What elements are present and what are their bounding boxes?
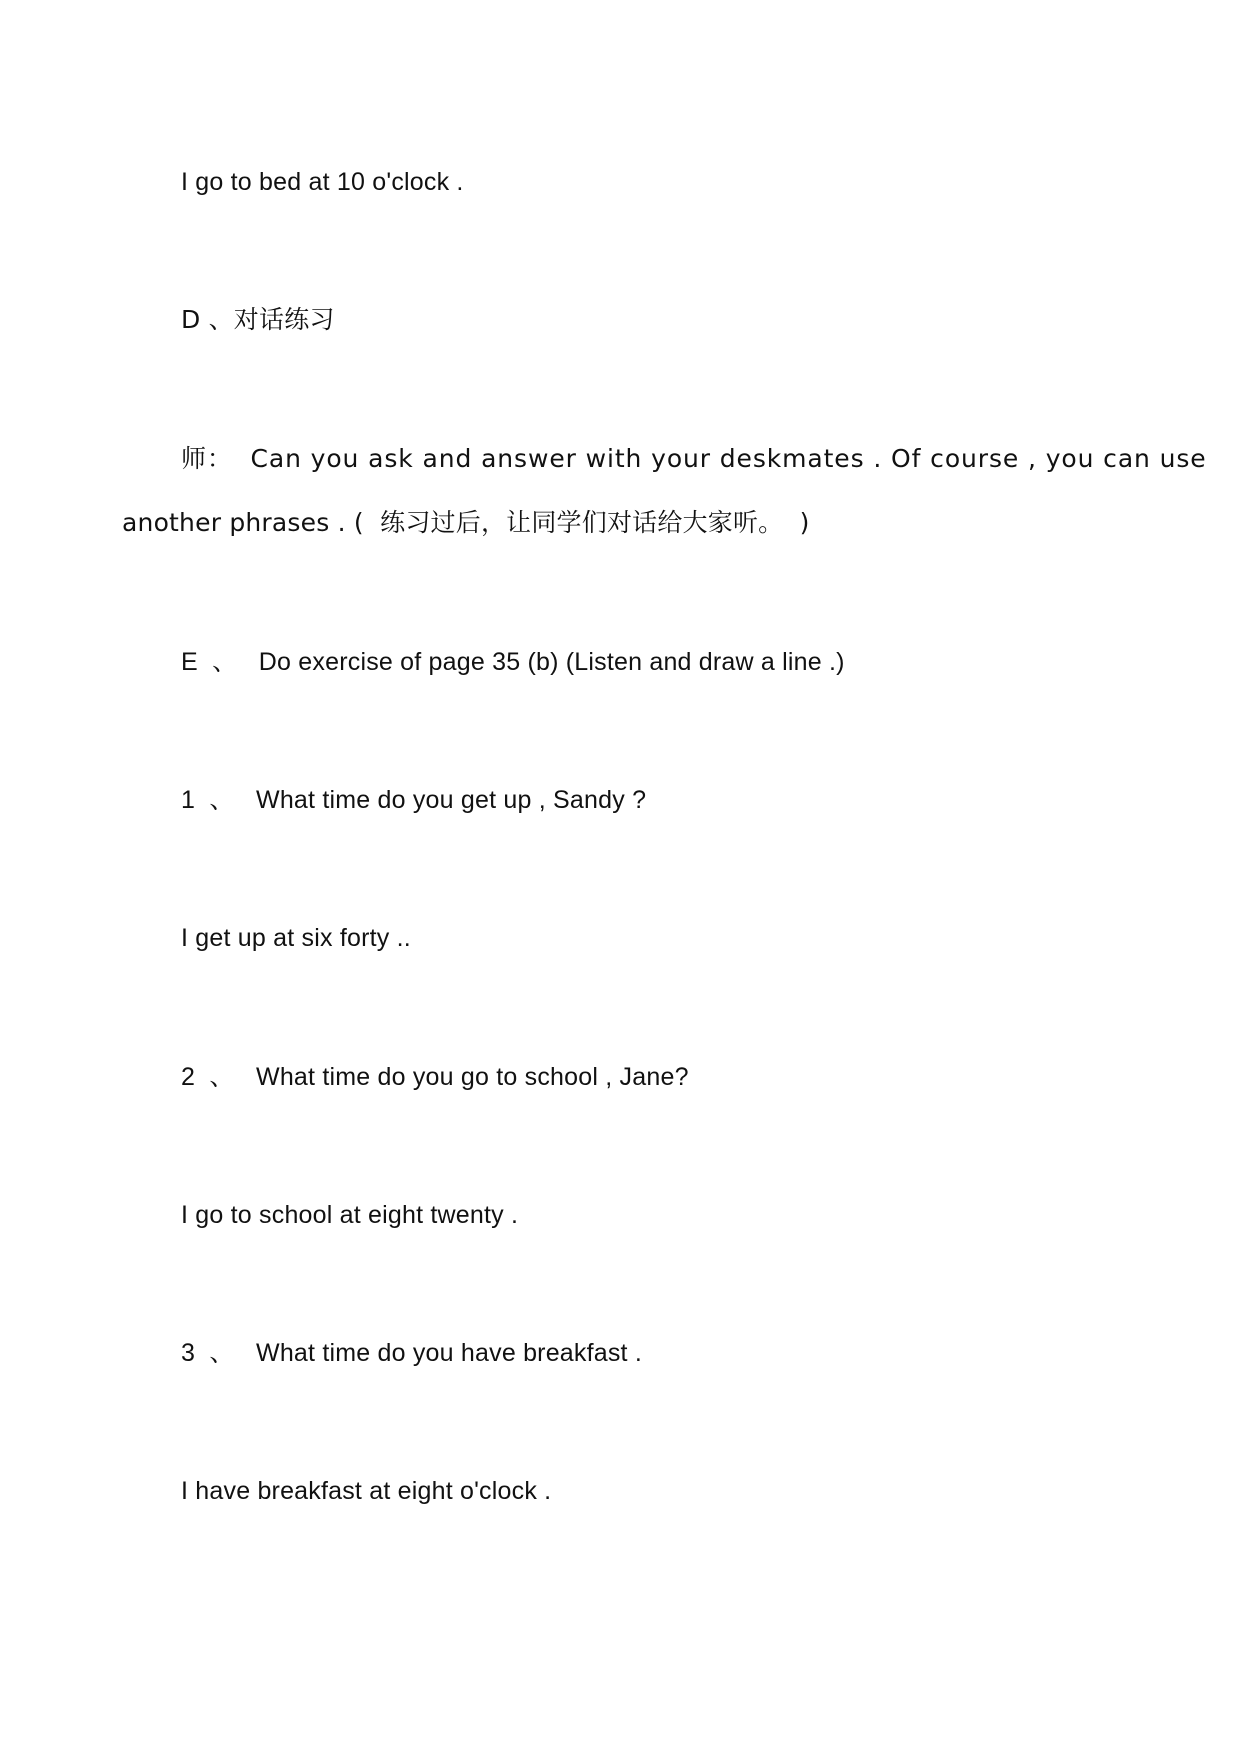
question-1: 1 、 What time do you get up , Sandy ? [181, 786, 647, 814]
question-2: 2 、 What time do you go to school , Jane? [181, 1063, 689, 1091]
section-d-heading: D 、对话练习 [181, 305, 335, 334]
answer-3: I have breakfast at eight o'clock . [181, 1477, 552, 1505]
teacher-instruction-line-1: 师： Can you ask and answer with your deskmates . Of course , you can use [181, 444, 1207, 473]
answer-go-to-bed: I go to bed at 10 o'clock . [181, 168, 464, 196]
answer-2: I go to school at eight twenty . [181, 1201, 519, 1229]
question-3: 3 、 What time do you have breakfast . [181, 1339, 642, 1367]
answer-1: I get up at six forty .. [181, 924, 411, 952]
section-e-heading: E 、 Do exercise of page 35 (b) (Listen and draw a line .) [181, 648, 845, 676]
teacher-instruction-line-2: another phrases . ( 练习过后，让同学们对话给大家听。 ) [122, 508, 810, 537]
